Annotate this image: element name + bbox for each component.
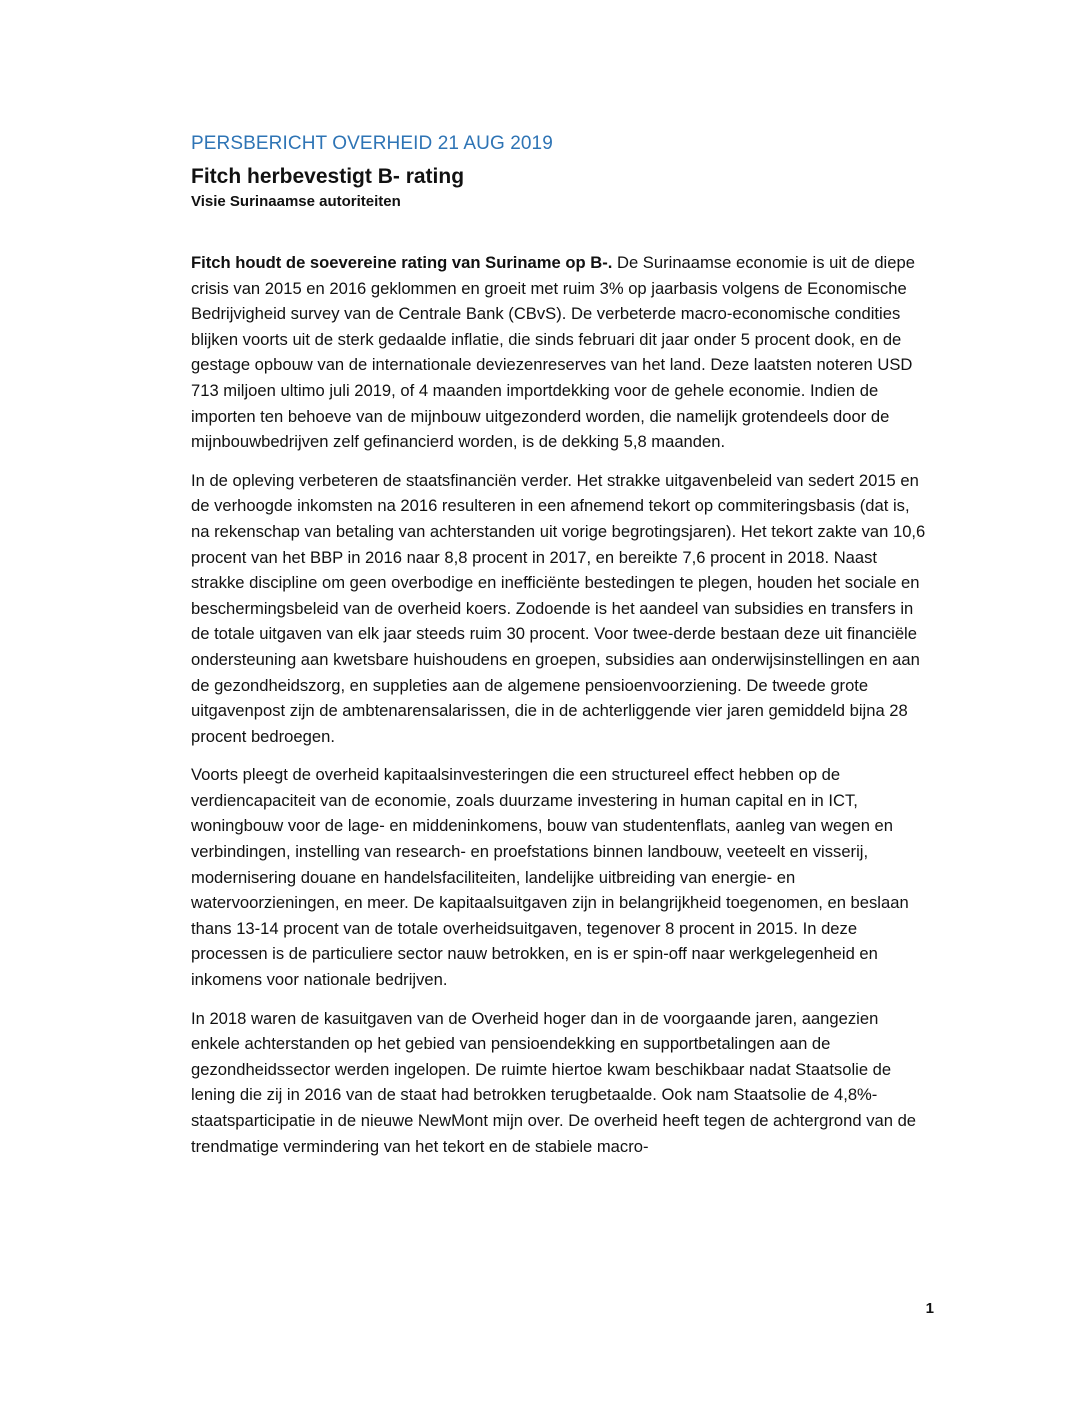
paragraph-4: In 2018 waren de kasuitgaven van de Overheid hoger dan in de voorgaande jaren, aangezien enkele achterstanden op het gebied van pensioendekking en supportbetalingen aan de gezondheidssector werden ingelopen. De ruimte hiertoe kwam beschikbaar nadat Staatsolie de lening die zij in 2016 van de staat had betrokken terugbetaalde. Ook nam Staatsolie de 4,8%-staatsparticipatie in de nieuwe NewMont mijn over. De overheid heeft tegen de achtergrond van de trendmatige vermindering van het tekort en de stabiele macro- xyxy=(191,1008,917,1156)
paragraph-1 xyxy=(191,250,931,455)
press-release-kicker: PERSBERICHT OVERHEID 21 AUG 2019 xyxy=(191,133,553,154)
paragraph-1-lead: Fitch houdt de soevereine rating van Suriname op B-. xyxy=(191,253,613,272)
paragraph-3: Voorts pleegt de overheid kapitaalsinvesteringen die een structureel effect hebben op de verdiencapaciteit van de economie, zoals duurzame investering in human capital en in ICT, woningbouw voor de lage- en middeninkomens, bouw van studentenflats, aanleg van wegen en verbindingen, instelling van research- en proefstations binnen landbouw, veeteelt en visserij, modernisering douane en handelsfaciliteiten, landelijke uitbreiding van energie- en watervoorzieningen, en meer. De kapitaalsuitgaven zijn in belangrijkheid toegenomen, en beslaan thans 13-14 procent van de totale overheidsuitgaven, tegenover 8 procent in 2015. In deze processen is de particuliere sector nauw betrokken, en is er spin-off naar werkgelegenheid en inkomens voor nationale bedrijven. xyxy=(191,765,909,990)
paragraph-1-text: De Surinaamse economie is uit de diepe crisis van 2015 en 2016 geklommen en groeit met ruim 3% op jaarbasis volgens de Economische Bedrijvigheid survey van de Centrale Bank (CBvS). De verbeterde macro-economische condities blijken voorts uit de sterk gedaalde inflatie, die sinds februari dit jaar onder 5 procent dook, en de gestage opbouw van de internationale deviezenreserves van het land. Deze laatsten noteren USD 713 miljoen ultimo juli 2019, of 4 maanden importdekking voor de gehele economie. Indien de importen ten behoeve van de mijnbouw uitgezonderd worden, die namelijk grotendeels door de mijnbouwbedrijven zelf gefinancierd worden, is de dekking 5,8 maanden. xyxy=(191,253,915,452)
document-title: Fitch herbevestigt B- rating xyxy=(191,165,465,188)
page-number: 1 xyxy=(925,1300,934,1317)
paragraph-2: In de opleving verbeteren de staatsfinanciën verder. Het strakke uitgavenbeleid van sedert 2015 en de verhoogde inkomsten na 2016 resulteren in een afnemend tekort op commiteringsbasis (dat is, na rekenschap van betaling van achterstanden uit vorige begrotingsjaren). Het tekort zakte van 10,6 procent van het BBP in 2016 naar 8,8 procent in 2017, en bereikte 7,6 procent in 2018. Naast strakke discipline om geen overbodige en inefficiënte bestedingen te plegen, houden het sociale en beschermingsbeleid van de overheid koers. Zodoende is het aandeel van subsidies en transfers in de totale uitgaven van elk jaar steeds ruim 30 procent. Voor twee-derde bestaan deze uit financiële ondersteuning aan kwetsbare huishoudens en groepen, subsidies aan onderwijsinstellingen en aan de gezondheidszorg, en suppleties aan de algemene pensioenvoorziening. De tweede grote uitgavenpost zijn de ambtenarensalarissen, die in de achterliggende vier jaren gemiddeld bijna 28 procent bedroegen. xyxy=(191,470,926,746)
document-subtitle: Visie Surinaamse autoriteiten xyxy=(191,193,401,210)
page-content xyxy=(191,133,931,1172)
